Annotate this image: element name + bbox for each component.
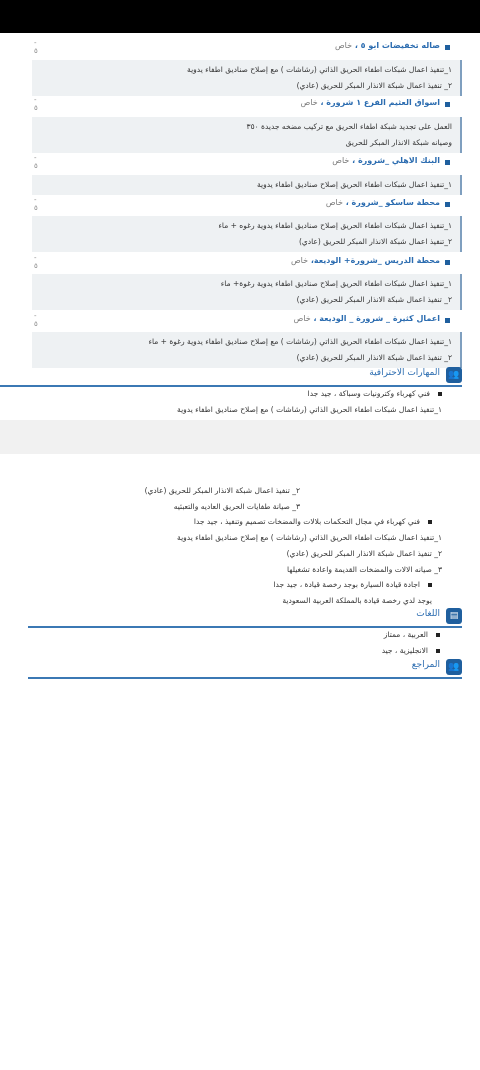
section-divider	[28, 626, 462, 628]
experience-entry-header	[0, 196, 480, 214]
square-bullet-icon	[436, 649, 440, 653]
experience-dates: - ٥	[34, 96, 38, 112]
experience-title: صاله تخفيضات ابو ٥ ، خاص	[334, 41, 440, 50]
experience-title: محطة الدريس _شرورة+ الوديعة، خاص	[291, 256, 440, 265]
book-icon: ▤	[446, 608, 462, 624]
language-item: العربية ، ممتاز	[0, 630, 462, 639]
description-line: ١_تنفيذ اعمال شبكات اطفاء الحريق الذاتي (رشاشات ) مع إصلاح صناديق اطفاء يدوية	[187, 65, 452, 74]
experience-entry-header	[0, 254, 480, 272]
description-line: ٢_تنفيذ اعمال شبكة الانذار المبكر للحريق (عادي)	[298, 237, 452, 246]
square-bullet-icon	[438, 392, 442, 396]
experience-description	[32, 216, 462, 252]
experience-dates: - ٥	[34, 312, 38, 328]
experience-dates: - ٥	[34, 39, 38, 55]
experience-description	[32, 117, 462, 153]
square-bullet-icon	[445, 260, 450, 265]
skill-subline: ١_تنفيذ اعمال شبكات اطفاء الحريق الذاتي (رشاشات ) مع إصلاح صناديق اطفاء يدوية	[177, 405, 442, 414]
description-line: ٢_ تنفيذ اعمال شبكة الانذار المبكر للحريق (عادي)	[296, 353, 452, 362]
experience-title: البنك الاهلي _شرورة ، خاص	[332, 156, 440, 165]
section-divider	[28, 677, 462, 679]
experience-title: محطة ساسكو _شرورة ، خاص	[325, 198, 440, 207]
description-line: ٢_ تنفيذ اعمال شبكة الانذار المبكر للحريق (عادي)	[296, 81, 452, 90]
experience-dates: - ٥	[34, 254, 38, 270]
description-line: العمل على تجديد شبكة اطفاء الحريق مع تركيب مضخه جديدة ٣٥٠	[246, 122, 452, 131]
skill-item: فني كهرباء في مجال التحكمات بلالات والمضخات تصميم وتنفيذ ، جيد جدا	[0, 517, 462, 526]
skill-item: فني كهرباء وكترونيات وسباكة ، جيد جدا	[0, 389, 462, 398]
skill-subline: ٢_ تنفيذ اعمال شبكة الانذار المبكر للحريق (عادي)	[144, 486, 300, 495]
description-line: ١_تنفيذ اعمال شبكات اطفاء الحريق إصلاح صناديق اطفاء يدوية رغوه + ماء	[218, 221, 452, 230]
experience-dates: - ٥	[34, 154, 38, 170]
square-bullet-icon	[445, 102, 450, 107]
skill-subline: يوجد لدي رخصة قيادة بالمملكة العربية السعودية	[282, 596, 432, 605]
description-line: ١_تنفيذ اعمال شبكات اطفاء الحريق الذاتي (رشاشات ) مع إصلاح صناديق اطفاء يدوية رغوة + ماء	[148, 337, 452, 346]
skill-subline: ٣_ صيانة طفايات الحريق العاديه والتعبئيه	[173, 502, 300, 511]
skill-subline: ٢_ تنفيذ اعمال شبكة الانذار المبكر للحريق (عادي)	[286, 549, 442, 558]
square-bullet-icon	[428, 520, 432, 524]
status-bar	[0, 0, 480, 33]
references-section-header	[28, 657, 462, 679]
square-bullet-icon	[445, 45, 450, 50]
language-item: الانجليزية ، جيد	[0, 646, 462, 655]
section-title: المهارات الاحترافية	[369, 368, 440, 378]
description-line: وصيانه شبكة الانذار المبكر للحريق	[345, 138, 452, 147]
experience-entry-header	[0, 312, 480, 330]
description-line: ١_تنفيذ اعمال شبكات اطفاء الحريق إصلاح صناديق اطفاء يدوية رغوة+ ماء	[220, 279, 452, 288]
experience-description	[32, 175, 462, 195]
experience-description	[32, 332, 462, 368]
experience-entry-header	[0, 39, 480, 57]
document-page-1	[0, 33, 480, 420]
experience-title: اعمال كثيرة _ شرورة _ الوديعة ، خاص	[293, 314, 440, 323]
section-title: اللغات	[416, 609, 440, 619]
document-page-2	[0, 454, 480, 1070]
experience-description	[32, 274, 462, 310]
experience-entry-header	[0, 96, 480, 114]
skill-item: اجادة قيادة السيارة بوجد رخصة قيادة ، جيد جدا	[0, 580, 462, 589]
skills-section-header	[28, 365, 462, 387]
skill-subline: ١_تنفيذ اعمال شبكات اطفاء الحريق الذاتي (رشاشات ) مع إصلاح صناديق اطفاء يدوية	[177, 533, 442, 542]
square-bullet-icon	[445, 160, 450, 165]
people-icon: 👥	[446, 659, 462, 675]
square-bullet-icon	[445, 318, 450, 323]
languages-section-header	[28, 606, 462, 628]
section-title: المراجع	[411, 660, 440, 670]
experience-entry-header	[0, 154, 480, 172]
page-gap	[0, 420, 480, 454]
experience-dates: - ٥	[34, 196, 38, 212]
skill-subline: ٣_ صيانه الالات والمضخات القديمة واعادة تشغيلها	[287, 565, 442, 574]
section-divider	[0, 385, 462, 387]
square-bullet-icon	[428, 583, 432, 587]
experience-description	[32, 60, 462, 96]
description-line: ٢_ تنفيذ اعمال شبكة الانذار المبكر للحريق (عادي)	[296, 295, 452, 304]
square-bullet-icon	[436, 633, 440, 637]
description-line: ١_تنفيذ اعمال شبكات اطفاء الحريق إصلاح صناديق اطفاء يدوية	[257, 180, 452, 189]
person-icon: 👥	[446, 367, 462, 383]
experience-title: اسواق العثيم الفرع ١ شرورة ، خاص	[300, 98, 440, 107]
square-bullet-icon	[445, 202, 450, 207]
